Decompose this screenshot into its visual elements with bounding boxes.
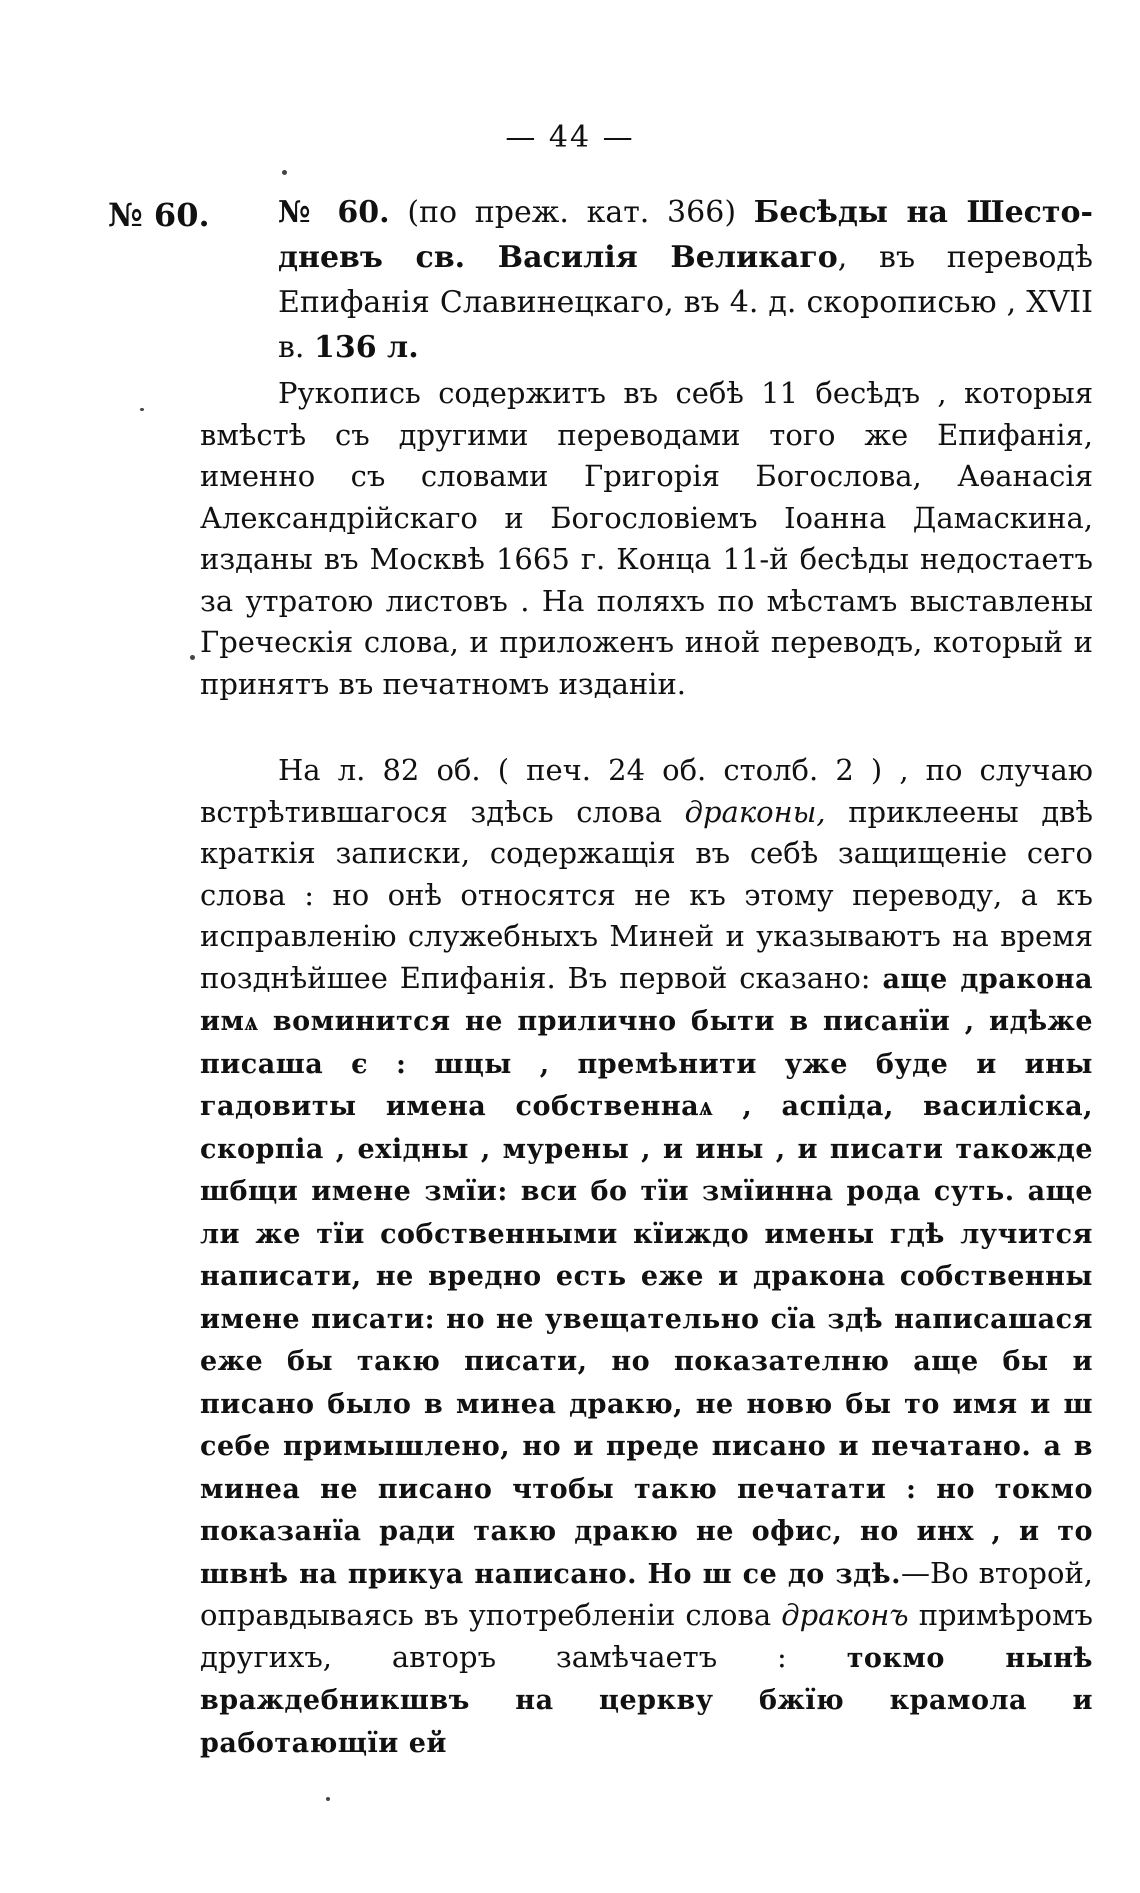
entry-details: Славинецкаго, въ 4. д. скорописью , XVII в. [278, 285, 1094, 365]
italic-word-dragons: драконы, [684, 794, 826, 829]
catalog-entry [278, 190, 1093, 370]
paragraph-manuscript-description: Рукопись содержитъ въ себѣ 11 бесѣдъ , которыя вмѣстѣ съ другими переводами того же Епифанія, именно съ словами Григорія Богослова, Аѳанасія Александрійскаго и Богословіемъ Іоанна Дамаскина, изданы въ Москвѣ 1665 г. Конца 11-й бесѣды недостаетъ за утратою листовъ . На поляхъ по мѣстамъ выставлены Греческія слова, и приложенъ иной переводъ, который и принятъ въ печатномъ изданіи. [200, 376, 1093, 701]
page-number: — 44 — [505, 120, 635, 155]
ink-speck [282, 170, 287, 175]
entry-number: № 60. [278, 195, 390, 230]
previous-catalog: (по преж. кат. 366) [407, 195, 737, 230]
paragraph-notes [200, 750, 1093, 1764]
notes-second-note: —Во второй, оправдываясь въ употребленіи слова [200, 1555, 1093, 1632]
translation-note: , въ переводѣ Епифанія [278, 240, 1093, 320]
entry-title-part1: Бесѣды на Шесто- [753, 195, 1093, 230]
notes-author-remark: примѣромъ другихъ, авторъ замѣчаетъ : [200, 1598, 1094, 1674]
margin-entry-number: № 60. [108, 196, 210, 234]
ink-speck [326, 1797, 330, 1801]
ink-speck [140, 408, 144, 411]
slavonic-quote-2: токмо нынѣ враждебникшвъ на церкву бжїю крамола и работающїи ей [200, 1642, 1094, 1759]
notes-continuation: приклеены двѣ краткія записки, содержащія въ себѣ защищеніе сего слова : но онѣ относятся не къ этому переводу, а къ исправленію служебныхъ Миней и указываютъ на время позднѣйшее Епифанія. Въ первой сказано: [200, 794, 1093, 995]
entry-title-part2: дневъ св. Василія Великаго [278, 240, 838, 275]
entry-leaves: 136 л. [313, 330, 419, 365]
ink-speck [190, 655, 195, 660]
notes-intro: На л. 82 об. ( печ. 24 об. столб. 2 ) , по случаю встрѣтившагося здѣсь слова [200, 753, 1093, 829]
slavonic-quote-1: аще дракона имѧ воминится не прилично быти в писанїи , идѣже писаша є : шцы , премѣнити уже буде и ины гадовиты имена собственнаѧ , аспіда, василіска, скорпіа , ехідны , мурены , и ины , и писати такожде шбщи имене змїи: вси бо тїи змїинна рода суть. аще ли же тїи собственными кїиждо имены гдѣ лучится написати, не вредно есть еже и дракона собственны имене писати: но не увещательно сїа здѣ написашася еже бы такю писати, но показателню аще бы и писано было в минеа дракю, не новю бы то имя и ш себе примышлено, но и преде писано и печатано. а в минеа не писано чтобы такю печатати : но токмо показанїа ради такю дракю не офис, но инх , и то швнѣ на прикуа написано. Но ш се до здѣ. [200, 963, 1094, 1590]
italic-word-dragon: драконъ [781, 1598, 909, 1632]
